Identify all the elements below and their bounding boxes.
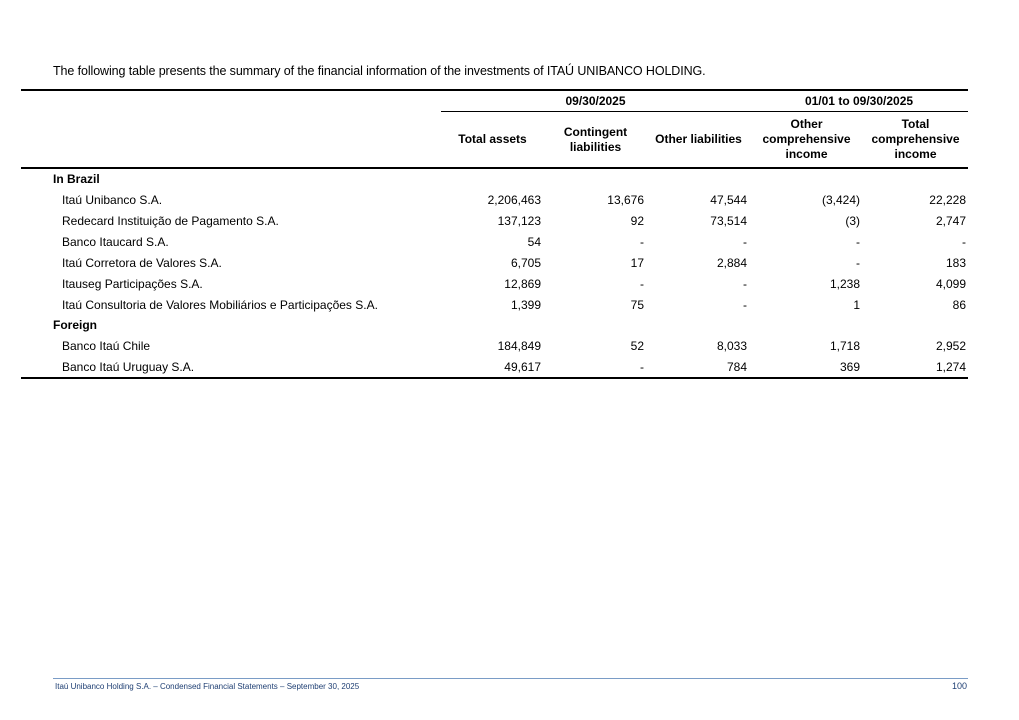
entity-name: Redecard Instituição de Pagamento S.A. xyxy=(62,213,279,228)
cell-total-assets: 2,206,463 xyxy=(487,192,541,207)
cell-contingent-liabilities: 75 xyxy=(630,297,644,312)
footer-divider xyxy=(53,678,968,679)
section-row xyxy=(21,168,968,189)
cell-contingent-liabilities: 13,676 xyxy=(607,192,644,207)
cell-other-comprehensive-income: 369 xyxy=(750,356,863,378)
column-header-other-comprehensive-income: Other comprehensive income xyxy=(750,112,863,169)
table-row xyxy=(21,210,968,231)
cell-other-comprehensive-income: - xyxy=(856,234,860,249)
column-header-row xyxy=(21,112,968,169)
cell-other-liabilities: 8,033 xyxy=(716,338,747,353)
entity-name: Banco Itaú Uruguay S.A. xyxy=(21,356,441,378)
cell-contingent-liabilities: 52 xyxy=(630,338,644,353)
section-title: In Brazil xyxy=(53,172,100,186)
cell-total-comprehensive-income: 2,952 xyxy=(935,338,966,353)
column-header-contingent-liabilities: Contingent liabilities xyxy=(544,112,647,169)
cell-total-comprehensive-income: 86 xyxy=(952,297,966,312)
cell-contingent-liabilities: 92 xyxy=(630,213,644,228)
entity-name: Itauseg Participações S.A. xyxy=(62,276,203,291)
period-header-row xyxy=(21,91,968,112)
footer-text: Itaú Unibanco Holding S.A. – Condensed Financial Statements – September 30, 2025 xyxy=(55,682,360,691)
cell-total-assets: 54 xyxy=(527,234,541,249)
cell-other-comprehensive-income: - xyxy=(856,255,860,270)
table-row xyxy=(21,273,968,294)
investments-summary-table xyxy=(21,89,968,379)
cell-total-comprehensive-income: - xyxy=(962,234,966,249)
table-row xyxy=(21,252,968,273)
table-row xyxy=(21,335,968,356)
cell-total-comprehensive-income: 22,228 xyxy=(929,192,966,207)
cell-other-liabilities: 784 xyxy=(647,356,750,378)
intro-text: The following table presents the summary of the financial information of the investments of ITAÚ UNIBANCO HOLDING. xyxy=(53,64,706,78)
column-header-blank xyxy=(21,112,441,169)
cell-other-liabilities: 2,884 xyxy=(716,255,747,270)
cell-contingent-liabilities: - xyxy=(640,276,644,291)
cell-other-liabilities: 47,544 xyxy=(710,192,747,207)
cell-other-comprehensive-income: (3) xyxy=(845,213,860,228)
cell-total-assets: 1,399 xyxy=(510,297,541,312)
cell-other-comprehensive-income: 1 xyxy=(853,297,860,312)
cell-contingent-liabilities: - xyxy=(640,234,644,249)
cell-other-comprehensive-income: (3,424) xyxy=(821,192,860,207)
cell-other-comprehensive-income: 1,238 xyxy=(829,276,860,291)
cell-other-liabilities: - xyxy=(743,276,747,291)
cell-other-liabilities: - xyxy=(743,234,747,249)
period-balance-header: 09/30/2025 xyxy=(441,91,750,112)
cell-total-assets: 49,617 xyxy=(441,356,544,378)
column-header-other-liabilities: Other liabilities xyxy=(647,112,750,169)
page-number: 100 xyxy=(951,681,967,691)
cell-total-assets: 6,705 xyxy=(510,255,541,270)
entity-name: Banco Itaú Chile xyxy=(62,338,151,353)
section-title: Foreign xyxy=(53,318,97,332)
column-header-total-assets: Total assets xyxy=(441,112,544,169)
entity-name: Banco Itaucard S.A. xyxy=(62,234,169,249)
entity-name: Itaú Corretora de Valores S.A. xyxy=(62,255,222,270)
cell-other-comprehensive-income: 1,718 xyxy=(829,338,860,353)
entity-name: Itaú Consultoria de Valores Mobiliários e Participações S.A. xyxy=(62,297,378,312)
cell-total-assets: 12,869 xyxy=(504,276,541,291)
cell-total-assets: 137,123 xyxy=(497,213,541,228)
cell-total-comprehensive-income: 4,099 xyxy=(935,276,966,291)
cell-total-comprehensive-income: 1,274 xyxy=(863,356,968,378)
cell-other-liabilities: - xyxy=(743,297,747,312)
cell-other-liabilities: 73,514 xyxy=(710,213,747,228)
section-row xyxy=(21,315,968,335)
table-row xyxy=(21,356,968,378)
cell-total-comprehensive-income: 183 xyxy=(945,255,966,270)
cell-total-assets: 184,849 xyxy=(497,338,541,353)
cell-contingent-liabilities: - xyxy=(544,356,647,378)
cell-contingent-liabilities: 17 xyxy=(630,255,644,270)
period-header-blank xyxy=(21,91,441,112)
cell-total-comprehensive-income: 2,747 xyxy=(935,213,966,228)
table-row xyxy=(21,231,968,252)
entity-name: Itaú Unibanco S.A. xyxy=(62,192,163,207)
column-header-total-comprehensive-income: Total comprehensive income xyxy=(863,112,968,169)
table-row xyxy=(21,189,968,210)
table-row xyxy=(21,294,968,315)
period-income-header: 01/01 to 09/30/2025 xyxy=(750,91,968,112)
